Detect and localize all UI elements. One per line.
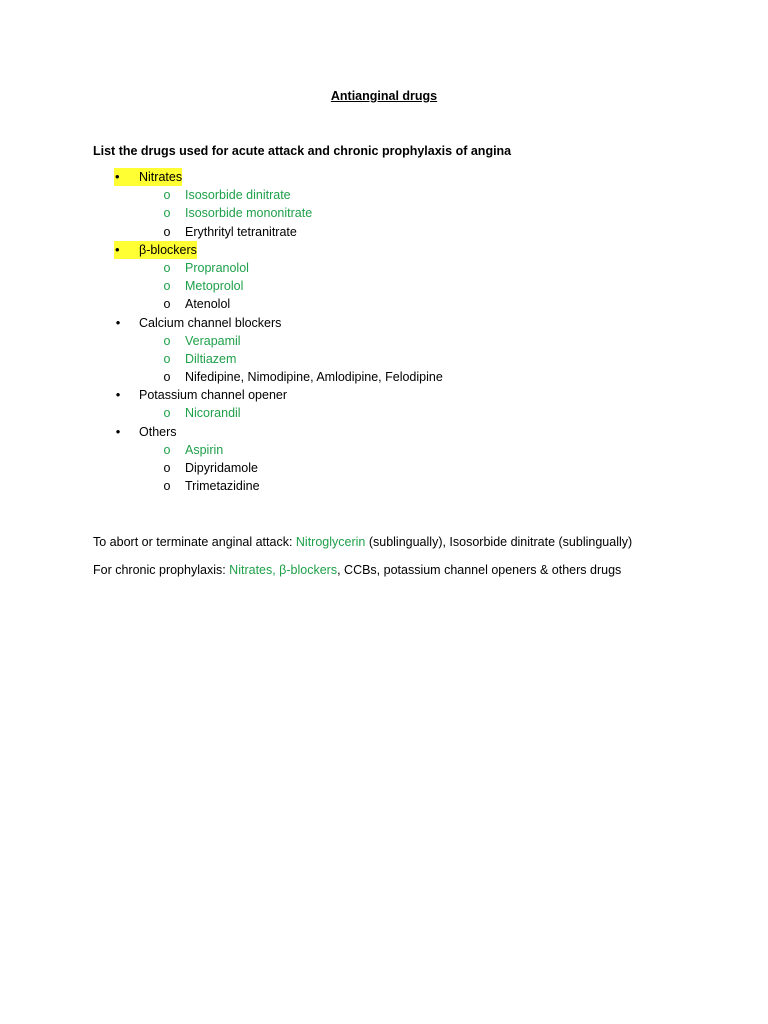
drug-item bbox=[0, 477, 768, 495]
drug-label: Atenolol bbox=[185, 297, 231, 312]
drug-item bbox=[0, 277, 768, 295]
drug-label: Erythrityl tetranitrate bbox=[185, 224, 297, 239]
chronic-prefix: For chronic prophylaxis: bbox=[93, 563, 230, 577]
category-label: Potassium channel opener bbox=[139, 388, 288, 403]
drug-label: Nifedipine, Nimodipine, Amlodipine, Felodipine bbox=[185, 370, 443, 385]
drug-label: Isosorbide dinitrate bbox=[185, 188, 291, 203]
drug-label: Propranolol bbox=[185, 260, 249, 275]
drug-item bbox=[0, 332, 768, 350]
drug-item bbox=[0, 350, 768, 368]
category-item bbox=[0, 168, 768, 186]
drug-item bbox=[0, 259, 768, 277]
sub-bullet-icon: o bbox=[163, 351, 171, 366]
category-label: β-blockers bbox=[139, 241, 197, 259]
sub-bullet-icon: o bbox=[163, 279, 171, 294]
category-label: Calcium channel blockers bbox=[139, 315, 282, 330]
sub-bullet-icon: o bbox=[163, 206, 171, 221]
sub-bullet-icon: o bbox=[163, 260, 171, 275]
drug-category-list bbox=[0, 168, 768, 495]
category-label: Nitrates bbox=[139, 168, 182, 186]
sub-bullet-icon: o bbox=[163, 333, 171, 348]
sub-bullet-icon: o bbox=[163, 461, 171, 475]
sub-bullet-icon: o bbox=[163, 370, 171, 385]
drug-label: Metoprolol bbox=[185, 279, 244, 294]
drug-item bbox=[0, 404, 768, 422]
sub-bullet-icon: o bbox=[163, 479, 171, 494]
drug-item bbox=[0, 204, 768, 222]
drug-item bbox=[0, 441, 768, 459]
drug-label: Aspirin bbox=[185, 442, 224, 457]
category-item bbox=[0, 241, 768, 259]
drug-label: Trimetazidine bbox=[185, 479, 260, 494]
document-title: Antianginal drugs bbox=[330, 89, 438, 103]
chronic-prophylaxis-paragraph bbox=[93, 561, 621, 579]
drug-label: Dipyridamole bbox=[185, 461, 258, 475]
bullet-icon: • bbox=[115, 387, 121, 403]
drug-label: Verapamil bbox=[185, 333, 241, 348]
category-item bbox=[0, 423, 768, 441]
chronic-suffix: , CCBs, potassium channel openers & others drugs bbox=[337, 563, 622, 577]
acute-suffix: (sublingually), Isosorbide dinitrate (sublingually) bbox=[365, 535, 633, 549]
drug-label: Isosorbide mononitrate bbox=[185, 206, 313, 221]
drug-label: Nicorandil bbox=[185, 406, 241, 421]
category-item bbox=[0, 314, 768, 332]
bullet-icon: • bbox=[115, 314, 121, 330]
acute-green-drug: Nitroglycerin bbox=[295, 535, 366, 549]
drug-item bbox=[0, 368, 768, 386]
category-item bbox=[0, 386, 768, 404]
bullet-icon: • bbox=[114, 168, 139, 186]
bullet-icon: • bbox=[115, 423, 121, 439]
drug-item bbox=[0, 295, 768, 313]
bullet-icon: • bbox=[114, 241, 139, 259]
acute-prefix: To abort or terminate anginal attack: bbox=[93, 535, 296, 549]
acute-attack-paragraph bbox=[93, 533, 632, 551]
drug-item bbox=[0, 186, 768, 204]
chronic-green-drugs: Nitrates, β-blockers bbox=[229, 563, 338, 577]
drug-item bbox=[0, 459, 768, 477]
question-heading: List the drugs used for acute attack and chronic prophylaxis of angina bbox=[93, 144, 512, 158]
sub-bullet-icon: o bbox=[163, 442, 171, 457]
sub-bullet-icon: o bbox=[163, 406, 171, 421]
sub-bullet-icon: o bbox=[163, 297, 171, 312]
sub-bullet-icon: o bbox=[163, 224, 171, 239]
category-label: Others bbox=[139, 424, 177, 439]
sub-bullet-icon: o bbox=[163, 188, 171, 203]
drug-item bbox=[0, 223, 768, 241]
drug-label: Diltiazem bbox=[185, 351, 237, 366]
